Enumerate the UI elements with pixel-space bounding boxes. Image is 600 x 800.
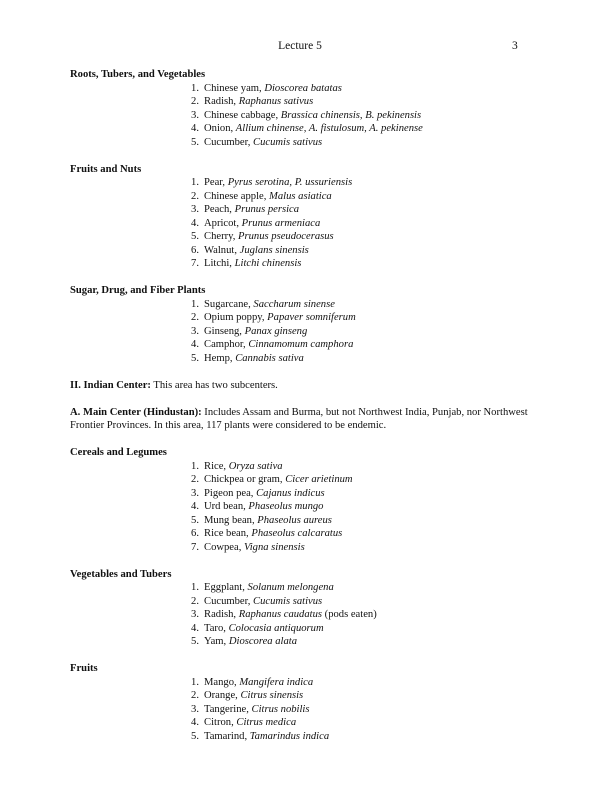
section-heading-fruits-nuts: Fruits and Nuts [70,163,142,175]
section-heading-roots: Roots, Tubers, and Vegetables [70,69,206,80]
item-number: 6. [191,528,199,539]
scientific-name: Raphanus caudatus [238,609,323,620]
list-item [185,500,530,514]
scientific-name: Brassica chinensis, B. pekinensis [280,109,422,121]
item-number: 1. [191,298,199,310]
list-item [185,635,530,649]
scientific-name: Citrus medica [236,717,297,728]
item-note: (pods eaten) [322,609,377,620]
item-number: 5. [191,352,199,364]
item-number: 3. [191,204,199,215]
common-name: Mung bean, [204,514,258,526]
list-item [185,338,530,352]
common-name: Rice, [204,460,229,472]
item-number: 7. [191,258,199,269]
list-item [185,487,530,501]
common-name: Litchi, [204,258,235,269]
item-number: 2. [191,96,199,107]
common-name: Cucumber, [204,136,254,148]
list-item [185,608,530,622]
common-name: Cherry, [204,231,239,242]
scientific-name: Allium chinense, A. fistulosum, A. pekinense [235,123,423,134]
list-item [185,541,530,555]
common-name: Citron, [204,717,237,728]
item-number: 3. [191,325,199,337]
common-name: Tangerine, [204,703,252,715]
item-number: 2. [191,190,199,202]
list-item [185,230,530,244]
list-item [185,244,530,258]
common-name: Yam, [204,636,229,647]
scientific-name: Dioscorea alata [228,636,298,647]
main-center-text: Includes Assam and Burma, but not Northwest India, Punjab, nor Northwest Frontier Provinces. In this area, 117 plants were considered to be endemic. [70,406,528,431]
common-name: Chinese cabbage, [204,109,281,121]
scientific-name: Panax ginseng [244,325,308,337]
scientific-name: Citrus sinensis [240,690,304,701]
list-item [185,311,530,325]
list-item [185,257,530,271]
scientific-name: Solanum melongena [247,582,334,593]
page-number: 3 [512,40,518,52]
item-number: 4. [191,339,199,350]
scientific-name: Papaver somniferum [267,312,356,323]
list-sugar [70,298,530,366]
section-heading-veg-tubers: Vegetables and Tubers [70,568,172,580]
item-number: 4. [191,622,199,634]
section-heading-cereals: Cereals and Legumes [70,447,167,458]
item-number: 5. [191,136,199,148]
list-roots [70,82,530,150]
list-item [185,82,530,96]
scientific-name: Prunus pseudocerasus [238,231,334,242]
item-number: 4. [191,717,199,728]
common-name: Cucumber, [204,595,254,607]
list-item [185,514,530,528]
list-item [185,203,530,217]
list-item [185,176,530,190]
lecture-title: Lecture 5 [278,40,322,52]
list-item [185,676,530,690]
scientific-name: Cajanus indicus [256,487,325,499]
list-veg-tubers [70,581,530,649]
list-item [185,581,530,595]
item-number: 6. [191,244,199,256]
scientific-name: Tamarindus indica [249,730,330,742]
item-number: 7. [191,541,199,553]
common-name: Mango, [204,676,240,688]
scientific-name: Malus asiatica [269,190,332,202]
list-item [185,217,530,231]
scientific-name: Cucumis sativus [253,595,323,607]
scientific-name: Prunus armeniaca [241,217,321,229]
main-center-label: A. Main Center (Hindustan): [70,406,202,418]
scientific-name: Dioscorea batatas [264,82,342,94]
common-name: Rice bean, [204,528,252,539]
scientific-name: Oryza sativa [228,460,283,472]
scientific-name: Mangifera indica [239,676,314,688]
list-item [185,136,530,150]
common-name: Apricot, [204,217,242,229]
list-cereals [70,460,530,555]
item-number: 4. [191,123,199,134]
list-item [185,716,530,730]
item-number: 2. [191,690,199,701]
list-item [185,352,530,366]
item-number: 2. [191,595,199,607]
item-number: 1. [191,82,199,94]
common-name: Urd bean, [204,501,249,512]
list-item [185,527,530,541]
common-name: Peach, [204,204,235,215]
common-name: Pigeon pea, [204,487,257,499]
list-item [185,622,530,636]
list-item [185,595,530,609]
item-number: 4. [191,217,199,229]
scientific-name: Cicer arietinum [285,474,353,485]
scientific-name: Cinnamomum camphora [248,339,354,350]
item-number: 3. [191,609,199,620]
list-item [185,95,530,109]
scientific-name: Pyrus serotina, P. ussuriensis [227,177,353,188]
item-number: 5. [191,231,199,242]
list-item [185,689,530,703]
common-name: Sugarcane, [204,298,254,310]
item-number: 1. [191,460,199,472]
common-name: Eggplant, [204,582,248,593]
list-item [185,190,530,204]
item-number: 3. [191,109,199,121]
scientific-name: Phaseolus aureus [257,514,332,526]
item-number: 5. [191,730,199,742]
common-name: Radish, [204,96,239,107]
section-heading-sugar: Sugar, Drug, and Fiber Plants [70,285,206,296]
list-item [185,703,530,717]
common-name: Ginseng, [204,325,245,337]
scientific-name: Prunus persica [234,204,300,215]
list-fruits [70,676,530,744]
scientific-name: Phaseolus calcaratus [251,528,343,539]
common-name: Orange, [204,690,241,701]
scientific-name: Litchi chinensis [234,258,302,269]
common-name: Radish, [204,609,239,620]
item-number: 2. [191,474,199,485]
item-number: 1. [191,177,199,188]
item-number: 2. [191,312,199,323]
common-name: Tamarind, [204,730,250,742]
indian-center-text: This area has two subcenters. [150,379,278,391]
common-name: Chinese apple, [204,190,270,202]
common-name: Pear, [204,177,228,188]
common-name: Chinese yam, [204,82,265,94]
item-number: 5. [191,514,199,526]
document-body [70,68,530,757]
scientific-name: Cannabis sativa [235,352,304,364]
item-number: 1. [191,582,199,593]
scientific-name: Juglans sinensis [239,244,309,256]
scientific-name: Saccharum sinense [253,298,335,310]
list-item [185,109,530,123]
main-center-paragraph [70,406,530,433]
common-name: Camphor, [204,339,249,350]
item-number: 4. [191,501,199,512]
indian-center-paragraph [70,379,530,393]
scientific-name: Citrus nobilis [251,703,310,715]
item-number: 1. [191,676,199,688]
list-item [185,473,530,487]
common-name: Onion, [204,123,236,134]
common-name: Chickpea or gram, [204,474,286,485]
item-number: 5. [191,636,199,647]
scientific-name: Raphanus sativus [238,96,314,107]
scientific-name: Vigna sinensis [244,541,305,553]
list-item [185,122,530,136]
list-item [185,730,530,744]
common-name: Opium poppy, [204,312,268,323]
scientific-name: Cucumis sativus [253,136,323,148]
page-header [0,40,600,56]
item-number: 3. [191,703,199,715]
scientific-name: Colocasia antiquorum [228,622,324,634]
section-heading-fruits: Fruits [70,663,98,674]
common-name: Hemp, [204,352,236,364]
list-fruits-nuts [70,176,530,271]
scientific-name: Phaseolus mungo [248,501,324,512]
common-name: Taro, [204,622,229,634]
list-item [185,298,530,312]
item-number: 3. [191,487,199,499]
list-item [185,325,530,339]
indian-center-label: II. Indian Center: [70,379,151,391]
common-name: Walnut, [204,244,240,256]
common-name: Cowpea, [204,541,245,553]
list-item [185,460,530,474]
